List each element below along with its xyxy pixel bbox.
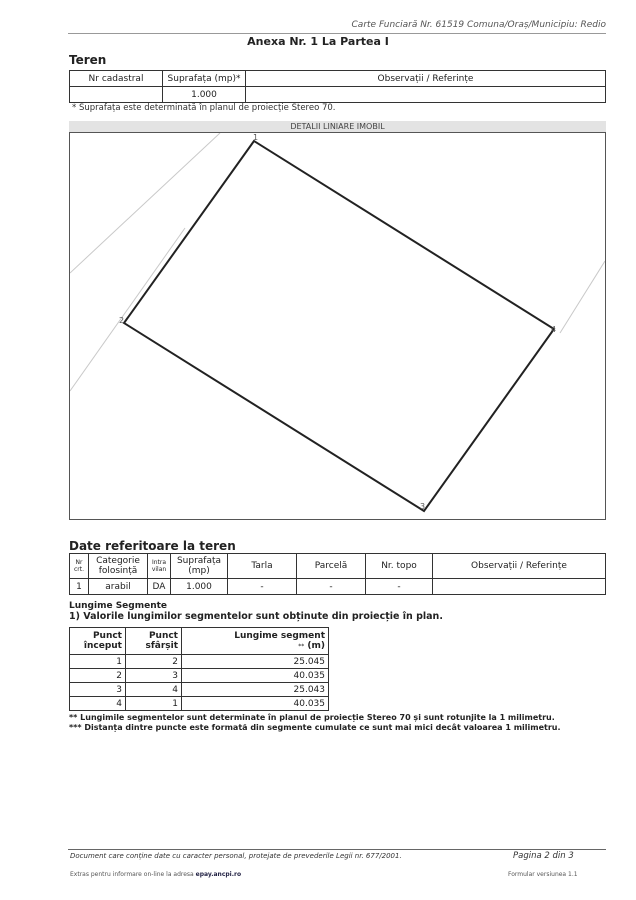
header-divider: [68, 33, 606, 34]
col-tarla: Tarla: [228, 554, 297, 579]
cell-length: 25.043: [182, 683, 329, 697]
segments-table: [69, 627, 329, 711]
cell-categorie: arabil: [89, 579, 148, 595]
unit-prefix: **: [298, 642, 305, 650]
col-observatii: Observații / Referințe: [246, 71, 606, 87]
segments-title: Lungime Segmente: [69, 601, 168, 611]
col-punct-sfarsit: Punct sfârșit: [126, 628, 182, 655]
cf-header-title: Carte Funciară Nr. 61519 Comuna/Oraș/Municipiu: Redio: [351, 20, 606, 30]
segments-note: ** Lungimile segmentelor sunt determinate în planul de proiecție Stereo 70 și sunt rotunjite la 1 milimetru.: [69, 713, 555, 722]
table-row: [70, 683, 329, 697]
col-suprafata: Suprafața (mp)*: [163, 71, 246, 87]
col-parcela: Parcelă: [297, 554, 366, 579]
cell-intravilan: DA: [148, 579, 171, 595]
col-nr-topo: Nr. topo: [366, 554, 433, 579]
parcel-plan-drawing: [70, 133, 605, 519]
teren-table: [69, 70, 606, 103]
col-punct-inceput: Punct început: [70, 628, 126, 655]
point-label-4: 4: [551, 325, 557, 334]
cell-length: 40.035: [182, 669, 329, 683]
footer-disclaimer: Document care conține date cu caracter personal, protejate de prevederile Legii nr. 677/2001.: [70, 852, 402, 860]
col-suprafata: Suprafața (mp): [171, 554, 228, 579]
footer-site-link[interactable]: epay.ancpi.ro: [195, 871, 242, 878]
cell-observatii: [433, 579, 606, 595]
cell-parcela: -: [297, 579, 366, 595]
land-data-table: [69, 553, 606, 595]
footer-extract: [70, 871, 241, 878]
table-row: [70, 87, 606, 103]
cell-suprafata: 1.000: [163, 87, 246, 103]
col-lungime-unit: (m): [307, 640, 325, 651]
col-lungime-segment: [182, 628, 329, 655]
distance-note: *** Distanța dintre puncte este formată din segmente cumulate ce sunt mai mici decât valoarea 1 milimetru.: [69, 723, 561, 732]
section-date-title: Date referitoare la teren: [69, 539, 236, 553]
cell-nr-crt: 1: [70, 579, 89, 595]
cell-length: 25.045: [182, 655, 329, 669]
table-row: [70, 669, 329, 683]
table-row: [70, 697, 329, 711]
col-lungime-label: Lungime segment: [234, 630, 325, 641]
parcel-outline: [124, 141, 557, 511]
cell-length: 40.035: [182, 697, 329, 711]
cell-end: 1: [126, 697, 182, 711]
cell-suprafata: 1.000: [171, 579, 228, 595]
table-row: [70, 579, 606, 595]
col-observatii: Observații / Referințe: [433, 554, 606, 579]
footer-divider: [68, 849, 606, 850]
table-row: [70, 655, 329, 669]
cell-end: 4: [126, 683, 182, 697]
cell-start: 1: [70, 655, 126, 669]
segments-subtitle: 1) Valorile lungimilor segmentelor sunt obținute din proiecție în plan.: [69, 611, 443, 622]
page-number: Pagina 2 din 3: [513, 851, 574, 861]
cell-nr-topo: -: [366, 579, 433, 595]
surface-note: * Suprafața este determinată în planul de proiecție Stereo 70.: [72, 103, 336, 113]
cell-end: 3: [126, 669, 182, 683]
annex-title: Anexa Nr. 1 La Partea I: [247, 35, 389, 48]
footer-extract-text: Extras pentru informare on-line la adresa: [70, 871, 194, 878]
cell-tarla: -: [228, 579, 297, 595]
cell-start: 3: [70, 683, 126, 697]
col-nr-crt: Nr crt.: [70, 554, 89, 579]
cell-start: 4: [70, 697, 126, 711]
parcel-plan: [69, 132, 606, 520]
cell-start: 2: [70, 669, 126, 683]
boundary-line: [70, 228, 185, 391]
col-categorie: Categorie folosință: [89, 554, 148, 579]
col-intravilan: Intra vilan: [148, 554, 171, 579]
point-label-3: 3: [420, 502, 426, 511]
boundary-line: [70, 133, 220, 273]
col-nr-cadastral: Nr cadastral: [70, 71, 163, 87]
point-label-2: 2: [119, 316, 125, 325]
plan-title: DETALII LINIARE IMOBIL: [69, 121, 606, 132]
cell-end: 2: [126, 655, 182, 669]
cell-nr-cadastral: [70, 87, 163, 103]
form-version: Formular versiunea 1.1: [508, 871, 578, 878]
cell-observatii: [246, 87, 606, 103]
section-teren-title: Teren: [69, 53, 107, 67]
point-label-1: 1: [253, 133, 259, 142]
boundary-line: [560, 261, 605, 333]
